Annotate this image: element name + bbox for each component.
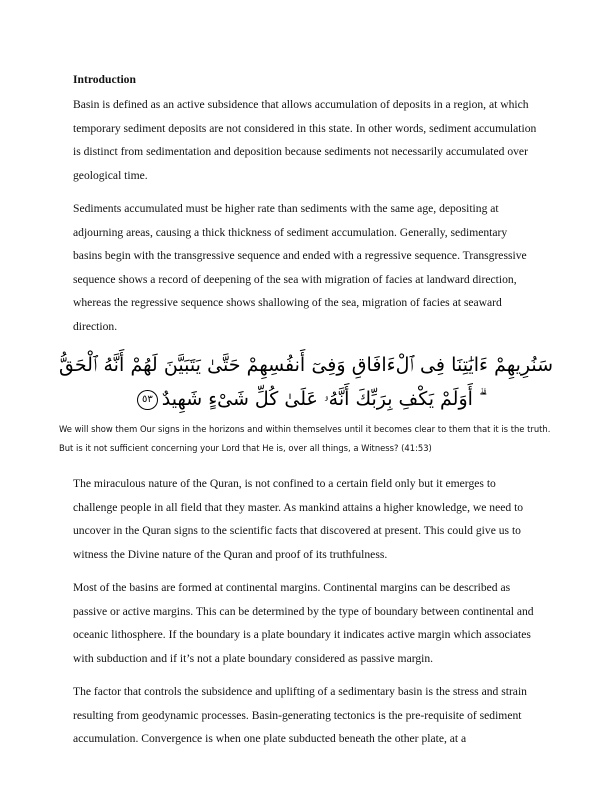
paragraph-continental-margins: Most of the basins are formed at continental margins. Continental margins can be described as passive or active margins. This can be determined by the type of boundary between continental and oceanic lithosphere. If the boundary is a plate boundary it indicates active margin which associates with subduction and if it’s not a plate boundary considered as passive margin. <box>73 581 534 665</box>
ayah-number-marker: ٥٣ <box>137 390 158 410</box>
verse-arabic-text: سَنُرِيهِمْ ءَايَٰتِنَا فِى ٱلْءَافَاقِ وَفِىٓ أَنفُسِهِمْ حَتَّىٰ يَتَبَيَّنَ لَهُمْ أَنَّهُ ٱلْحَقُّ ۗ أَوَلَمْ يَكْفِ بِرَبِّكَ أَنَّهُۥ عَلَىٰ كُلِّ شَىْءٍ شَهِيدٌ <box>59 354 553 410</box>
paragraph-quran-miracle: The miraculous nature of the Quran, is not confined to a certain field only but it emerges to challenge people in all field that they master. As mankind attains a higher knowledge, we need to uncover in the Quran signs to the scientific facts that discovered at present. This could give us to witness the Divine nature of the Quran and proof of its truthfulness. <box>73 477 524 561</box>
paragraph-basin-definition: Basin is defined as an active subsidence that allows accumulation of deposits in a region, at which temporary sediment deposits are not considered in this state. In other words, sediment accumulation is distinct from sedimentation and deposition because sediments not necessarily accumulated over geological time. <box>73 98 537 182</box>
paragraph-sediment-accumulation: Sediments accumulated must be higher rate than sediments with the same age, depositing at adjourning areas, causing a thick thickness of sediment accumulation. Generally, sedimentary basins begin with the transgressive sequence and ended with a regressive sequence. Transgressive sequence shows a record of deepening of the sea with migration of facies at landward direction, whereas the regressive sequence shows shallowing of the sea, migration of facies at seaward direction. <box>73 202 527 333</box>
paragraph-basin-tectonics: The factor that controls the subsidence and uplifting of a sedimentary basin is the stress and strain resulting from geodynamic processes. Basin-generating tectonics is the pre-requisite of sediment accumulation. Convergence is when one plate subducted beneath the other plate, at a <box>73 685 527 745</box>
document-page <box>59 72 553 761</box>
quran-verse-block <box>59 348 553 416</box>
verse-translation: We will show them Our signs in the horizons and within themselves until it becomes clear to them that it is the truth. But is it not sufficient concerning your Lord that He is, over all things, a Witness? (41:53) <box>59 424 551 453</box>
quran-verse-arabic <box>59 348 553 416</box>
section-heading: Introduction <box>73 73 136 86</box>
